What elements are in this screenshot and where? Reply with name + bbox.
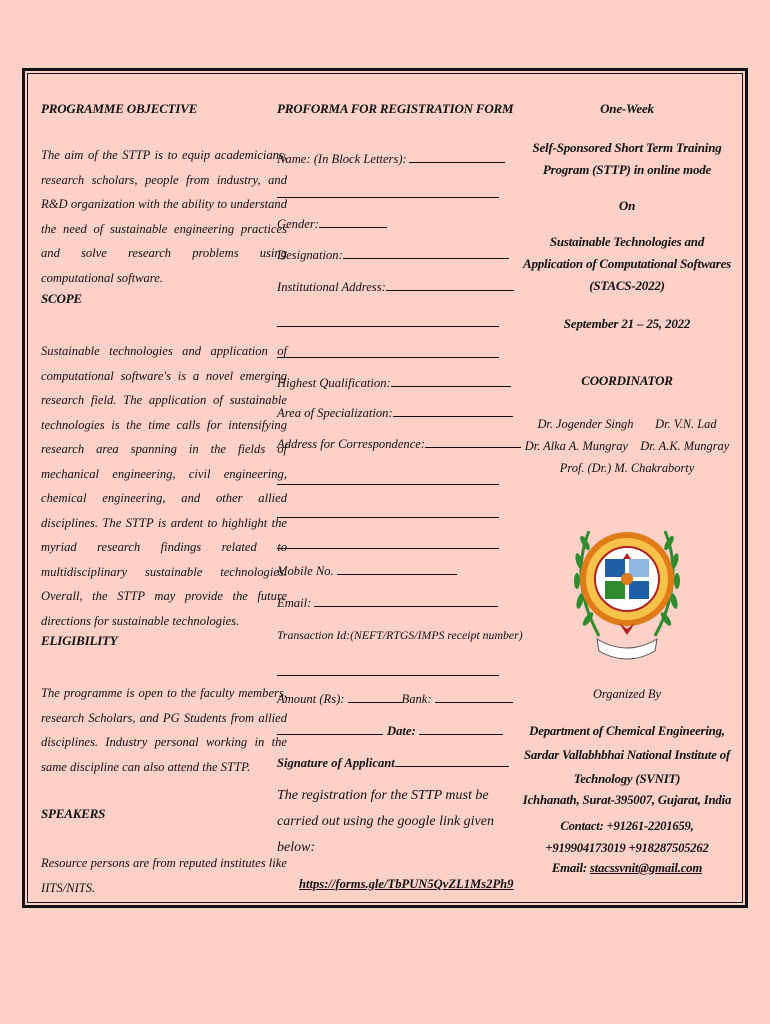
eligibility-heading: ELIGIBILITY xyxy=(41,633,118,648)
date-pre-line xyxy=(277,723,383,735)
gender-line xyxy=(319,216,387,228)
correspondence-line xyxy=(425,436,521,448)
institutional-address-line-2[interactable] xyxy=(277,325,499,327)
email-field[interactable] xyxy=(277,595,501,611)
correspondence-line-4[interactable] xyxy=(277,547,499,549)
coordinator-heading: COORDINATOR xyxy=(581,373,673,388)
correspondence-line-3[interactable] xyxy=(277,516,499,518)
transaction-label: Transaction Id:(NEFT/RTGS/IMPS receipt number) xyxy=(277,628,523,642)
contact-email-link[interactable]: stacssvnit@gmail.com xyxy=(589,861,703,875)
objective-heading: PROGRAMME OBJECTIVE xyxy=(41,101,198,116)
date-label: Date: xyxy=(387,724,416,738)
signature-line xyxy=(395,755,509,767)
specialization-field[interactable] xyxy=(277,405,501,421)
speakers-heading: SPEAKERS xyxy=(41,806,106,821)
eligibility-text: The programme is open to the faculty members, research Scholars, and PG Students from allied disciplines. Industry personal working in the same discipline can also attend the STTP. xyxy=(41,686,287,774)
email-label-contact: Email: xyxy=(551,861,587,875)
correspondence-line-2[interactable] xyxy=(277,483,499,485)
scope-text: Sustainable technologies and application of computational software's is a novel emerging research field. The application of sustainable technologies is the time calls for intensifying research area spanning in the fields of mechanical engineering, civil engineering, chemical engineering, and other allied disciplines. The STTP is ardent to highlight the myriad research findings related to multidisciplinary sustainable technologies. Overall, the STTP may provide the future directions for sustainable technologies. xyxy=(41,344,287,628)
name-line-2[interactable] xyxy=(277,196,499,198)
mobile-field[interactable] xyxy=(277,563,501,579)
logo-banner xyxy=(597,639,657,659)
form-heading: PROFORMA FOR REGISTRATION FORM xyxy=(277,101,514,116)
date-field[interactable] xyxy=(277,723,501,739)
event-dates: September 21 – 25, 2022 xyxy=(563,316,691,331)
qualification-line xyxy=(391,375,511,387)
bank-label: Bank: xyxy=(401,692,432,706)
organized-by: Organized By xyxy=(592,687,662,701)
coordinator-line-2: Dr. Alka A. Mungray Dr. A.K. Mungray xyxy=(524,439,730,453)
amount-line xyxy=(348,691,402,703)
amount-bank-field[interactable] xyxy=(277,691,501,707)
department-name: Department of Chemical Engineering, Sardar Vallabhbhai National Institute of Technology (SVNIT) xyxy=(523,724,731,786)
name-label: Name: (In Block Letters): xyxy=(277,152,407,166)
email-line-contact xyxy=(521,861,733,876)
objective-text: The aim of the STTP is to equip academicians, research scholars, people from industry, and R&D organization with the ability to understand the need of sustainable engineering practices and solve research problems using computational software. xyxy=(41,148,287,285)
contact-numbers: Contact: +91261-2201659, +919904173019 +918287505262 xyxy=(545,819,709,855)
name-field[interactable] xyxy=(277,151,501,167)
on-text: On xyxy=(618,198,636,213)
qualification-label: Highest Qualification: xyxy=(277,376,391,390)
qualification-field[interactable] xyxy=(277,375,501,391)
institutional-address-line-3[interactable] xyxy=(277,356,499,358)
coordinator-line-1: Dr. Jogender Singh Dr. V.N. Lad xyxy=(537,417,717,431)
gender-field[interactable] xyxy=(277,216,501,232)
designation-label: Designation: xyxy=(277,248,343,262)
designation-line xyxy=(343,247,509,259)
specialization-label: Area of Specialization: xyxy=(277,406,393,420)
brochure-sheet xyxy=(22,68,748,908)
institute-address: Ichhanath, Surat-395007, Gujarat, India xyxy=(522,793,732,807)
correspondence-label: Address for Correspondence: xyxy=(277,437,426,451)
amount-label: Amount (Rs): xyxy=(277,692,345,706)
specialization-line xyxy=(393,405,513,417)
designation-field[interactable] xyxy=(277,247,501,263)
institutional-address-line xyxy=(386,279,514,291)
svnit-logo xyxy=(569,501,685,669)
duration-text: One-Week xyxy=(600,101,654,116)
email-line xyxy=(314,595,498,607)
date-line xyxy=(419,723,503,735)
gender-label: Gender: xyxy=(277,217,319,231)
name-line xyxy=(409,151,505,163)
coordinator-line-3: Prof. (Dr.) M. Chakraborty xyxy=(559,461,695,475)
bank-line xyxy=(435,691,513,703)
signature-field[interactable] xyxy=(277,755,501,771)
institutional-address-field[interactable] xyxy=(277,279,501,295)
institutional-address-label: Institutional Address: xyxy=(277,280,386,294)
speakers-text: Resource persons are from reputed institutes like IITS/NITS. xyxy=(41,856,287,895)
scope-heading: SCOPE xyxy=(41,291,82,306)
mobile-label: Mobile No. xyxy=(277,564,334,578)
registration-link[interactable]: https://forms.gle/TbPUN5QvZL1Ms2Ph9 xyxy=(299,877,514,891)
mobile-line xyxy=(337,563,457,575)
event-title: Sustainable Technologies and Application of Computational Softwares (STACS-2022) xyxy=(522,234,732,293)
email-label: Email: xyxy=(277,596,312,610)
transaction-line[interactable] xyxy=(277,674,499,676)
signature-label: Signature of Applicant xyxy=(277,756,395,770)
correspondence-field[interactable] xyxy=(277,436,501,452)
registration-note: The registration for the STTP must be carried out using the google link given below: xyxy=(277,788,494,855)
program-type: Self-Sponsored Short Term Training Program (STTP) in online mode xyxy=(532,140,722,177)
